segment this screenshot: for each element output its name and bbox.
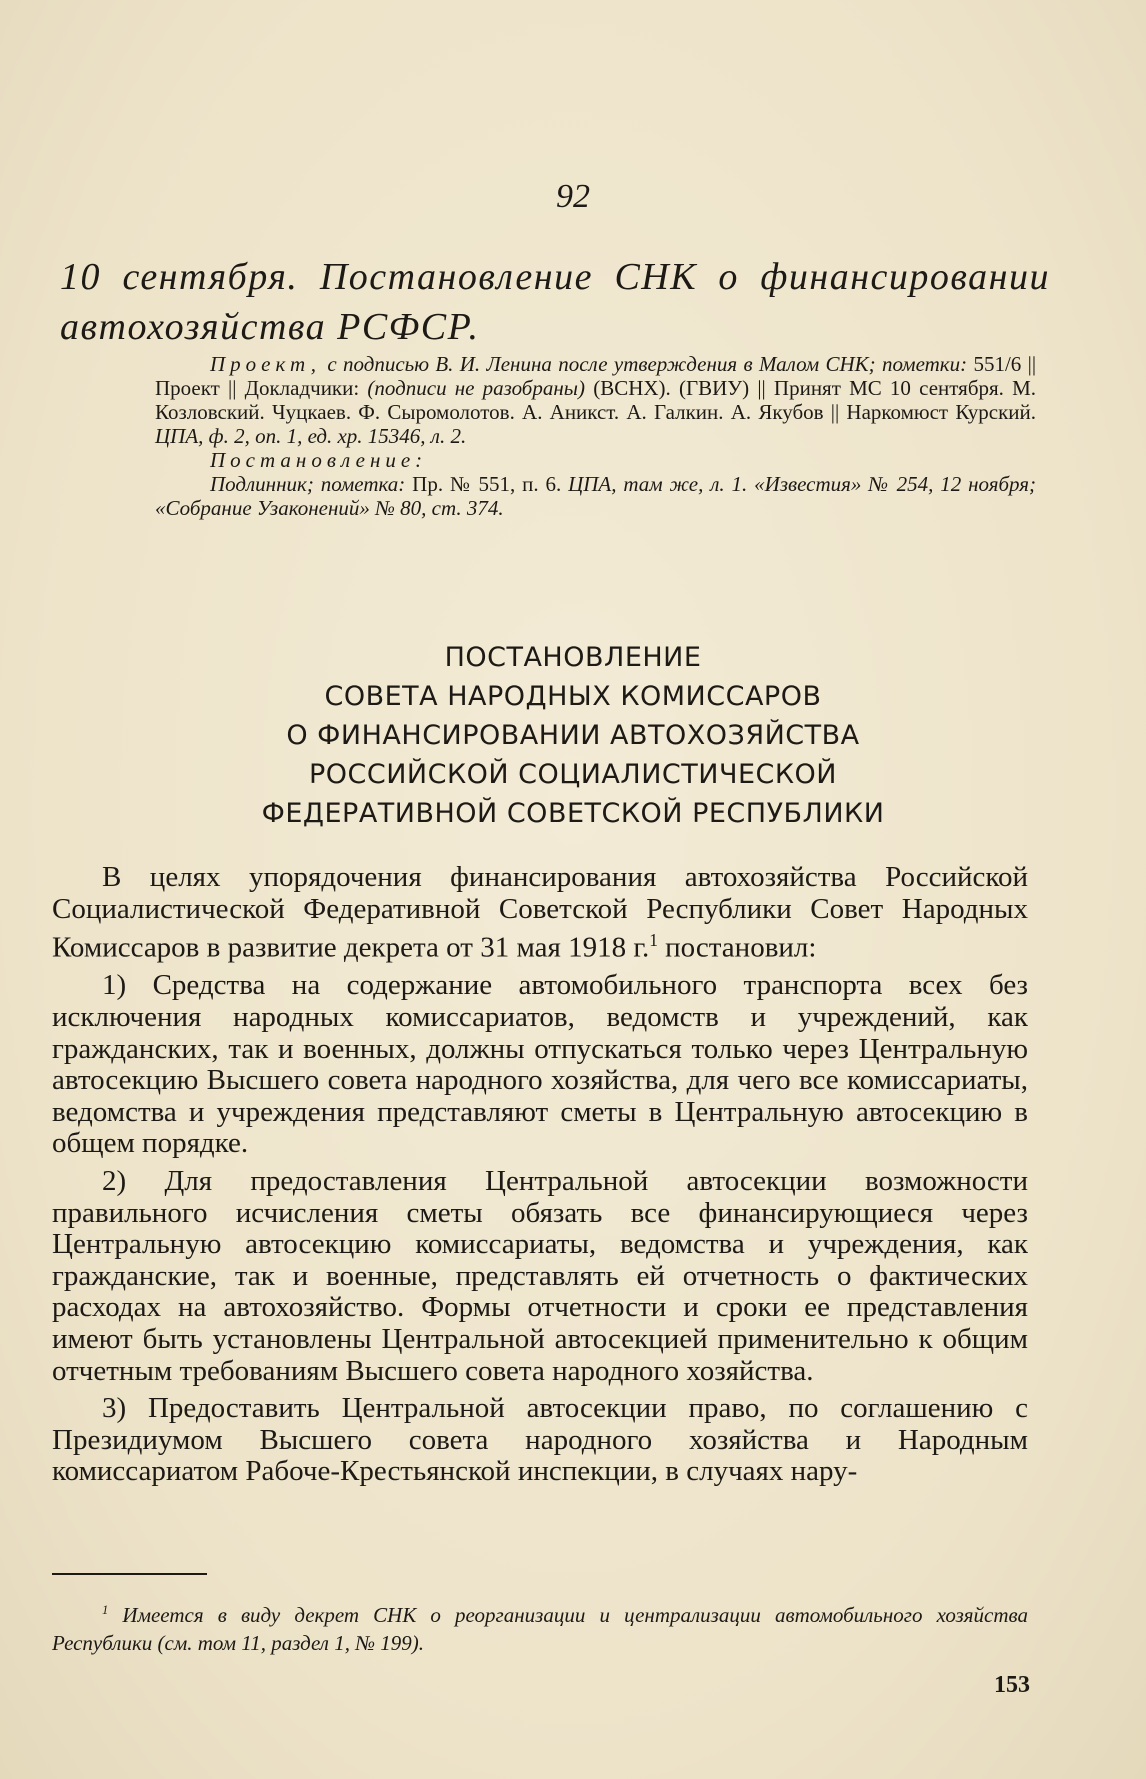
decree-label-line xyxy=(210,448,1036,472)
signatures-note: (подписи не разобраны) xyxy=(367,376,586,400)
publications: «Известия» № 254, 12 ноября; «Собрание Узаконений» № 80, ст. 374. xyxy=(155,472,1037,520)
original-text: Пр. № 551, п. 6. xyxy=(412,472,562,496)
footnote xyxy=(52,1596,1028,1657)
decree-title-line: ФЕДЕРАТИВНОЙ СОВЕТСКОЙ РЕСПУБЛИКИ xyxy=(261,798,885,829)
paragraph-1: 1) Средства на содержание автомобильного транспорта всех без исключения народных комиссариатов, ведомств и учреждений, как гражданских, так и военных, должны отпускаться только через Центральную автосекцию Высшего совета народного хозяйства, для чего все комиссариаты, ведомства и учреждения представляют сметы в Центральную автосекцию в общем порядке. xyxy=(52,969,1028,1160)
document-heading: 10 сентября. Постановление СНК о финансировании автохозяйства РСФСР. xyxy=(60,256,1050,348)
decree-label: Постановление: xyxy=(210,448,428,472)
decree-title-line: РОССИЙСКОЙ СОЦИАЛИСТИЧЕСКОЙ xyxy=(308,759,837,790)
project-desc: с подписью В. И. Ленина после утверждения в Малом СНК; xyxy=(327,352,876,376)
decree-title-line: ПОСТАНОВЛЕНИЕ xyxy=(444,642,702,673)
archive-note xyxy=(155,352,1037,520)
footnote-text: Имеется в виду декрет СНК о реорганизации и централизации автомобильного хозяйства Республики (см. том 11, раздел 1, № 199). xyxy=(52,1603,1029,1655)
intro-text: В целях упорядочения финансирования автохозяйства Российской Социалистической Федеративной Советской Республики Совет Народных Комиссаров в развитие декрета от 31 мая 1918 г. xyxy=(52,861,1028,964)
archive-details: (ВСНХ). (ГВИУ) || Принят МС 10 сентября. М. Козловский. Чуцкаев. Ф. Сыромолотов. А. Аникст. А. Галкин. А. Якубов || Наркомюст Курский. xyxy=(155,376,1037,424)
decree-body xyxy=(52,862,1028,1494)
marks-text: 551/6 || Проект || Докладчики: xyxy=(155,352,1037,400)
archive-source-1: ЦПА, ф. 2, оп. 1, ед. хр. 15346, л. 2. xyxy=(155,424,467,448)
document-number: 92 xyxy=(556,178,590,215)
archive-project-block xyxy=(155,352,1036,448)
footnote-reference: 1 xyxy=(649,930,658,951)
page-number: 153 xyxy=(994,1672,1030,1698)
project-label: Проект, xyxy=(210,352,321,376)
footnote-mark: 1 xyxy=(102,1603,109,1617)
archive-source-2: ЦПА, там же, л. 1. xyxy=(568,472,748,496)
decree-title-line: СОВЕТА НАРОДНЫХ КОМИССАРОВ xyxy=(324,681,822,712)
intro-paragraph xyxy=(52,862,1028,964)
decree-title xyxy=(60,638,1086,833)
marks-label: пометки: xyxy=(881,352,968,376)
footnote-divider xyxy=(52,1573,207,1575)
original-label: Подлинник; пометка: xyxy=(210,472,406,496)
intro-end: постановил: xyxy=(665,931,817,964)
decree-title-line: О ФИНАНСИРОВАНИИ АВТОХОЗЯЙСТВА xyxy=(286,720,860,751)
paragraph-3: 3) Предоставить Центральной автосекции право, по соглашению с Президиумом Высшего совета народного хозяйства и Народным комиссариатом Рабоче-Крестьянской инспекции, в случаях нару- xyxy=(52,1392,1028,1488)
archive-original-block xyxy=(155,472,1036,520)
paragraph-2: 2) Для предоставления Центральной автосекции возможности правильного исчисления сметы обязать все финансирующиеся через Центральную автосекцию комиссариаты, ведомства и учреждения, как гражданские, так и военные, представлять ей отчетность о фактических расходах на автохозяйство. Формы отчетности и сроки ее представления имеют быть установлены Центральной автосекцией применительно к общим отчетным требованиям Высшего совета народного хозяйства. xyxy=(52,1165,1028,1387)
